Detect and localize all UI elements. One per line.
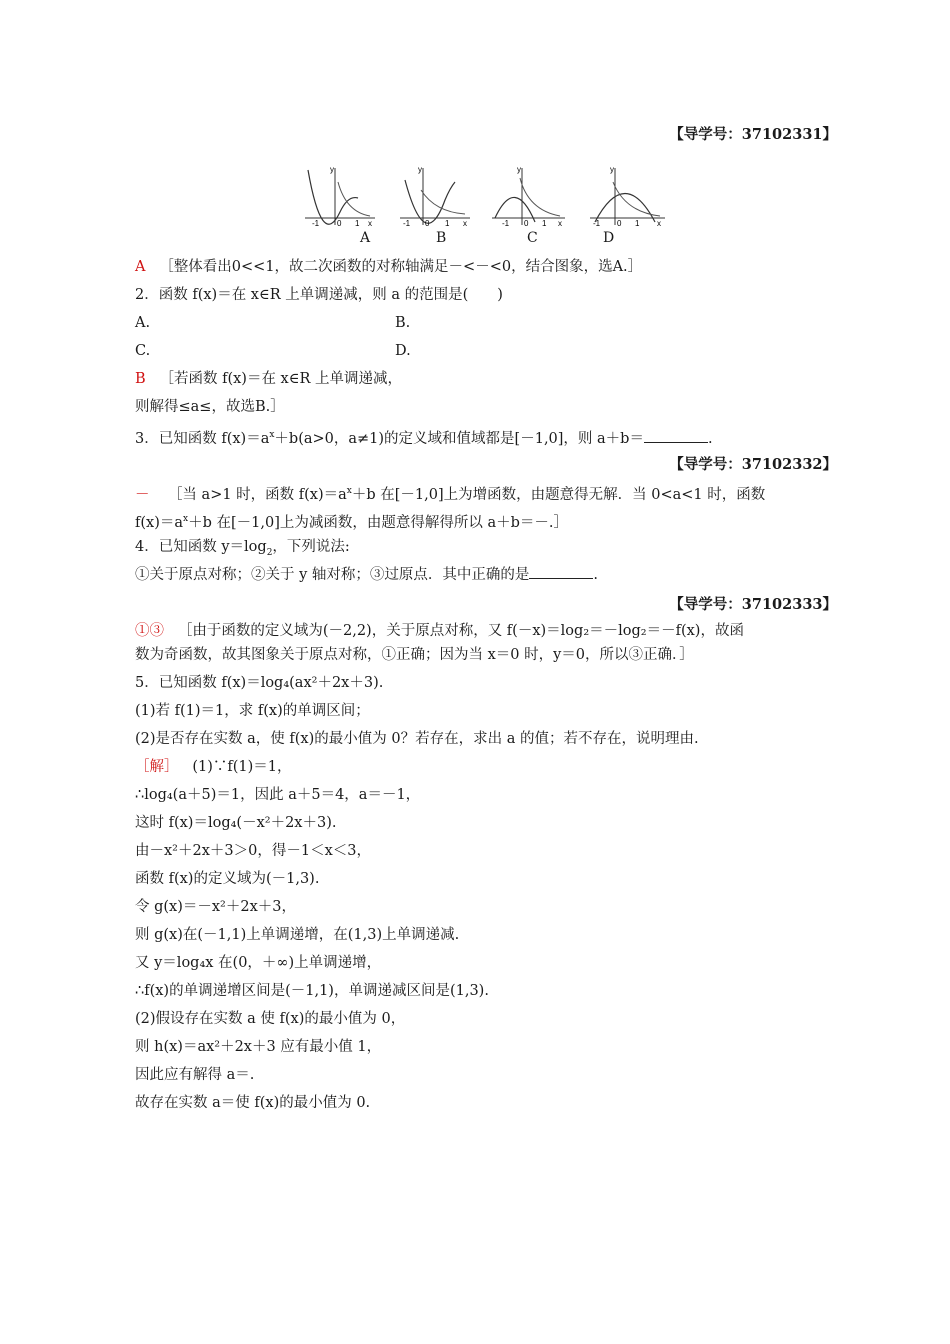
- tick-label: -1: [312, 219, 320, 228]
- log-base: 2: [266, 547, 273, 558]
- answer-1: [135, 257, 642, 277]
- answer-2: [135, 369, 402, 389]
- solution-line: 故存在实数 a＝使 f(x)的最小值为 0.: [135, 1095, 371, 1111]
- solution-line: 令 g(x)＝－x²＋2x＋3，: [135, 899, 297, 915]
- solution-line: 则 g(x)在(－1,1)上单调递增，在(1,3)上单调递减.: [135, 927, 460, 943]
- question-5: 5．已知函数 f(x)＝log₄(ax²＋2x＋3).: [135, 675, 384, 691]
- q4-text: ①关于原点对称；②关于 y 轴对称；③过原点．其中正确的是: [135, 567, 530, 583]
- answer-text: ＋b 在[－1,0]上为减函数，由题意得解得所以 a＋b＝－.］: [188, 514, 569, 531]
- question-5-part2: (2)是否存在实数 a，使 f(x)的最小值为 0？若存在，求出 a 的值；若不存在，说明理由.: [135, 731, 699, 747]
- tick-label: 0: [524, 219, 529, 228]
- tick-label: 0: [425, 219, 430, 228]
- q3-text: ＋b(a>0，a≠1)的定义域和值域都是[－1,0]，则 a＋b＝: [274, 430, 644, 447]
- solution-line: 又 y＝log₄x 在(0，＋∞)上单调递增，: [135, 955, 382, 971]
- graph-d: [590, 165, 665, 228]
- axis-label: x: [368, 219, 372, 228]
- q4-text: 4．已知函数 y＝log: [135, 539, 267, 555]
- graph-b: [400, 165, 470, 228]
- answer-explanation: ［整体看出0<<1，故二次函数的对称轴满足－<－<0，结合图象，选A.］: [159, 259, 643, 275]
- guide-number-1: 【导学号：37102331】: [669, 126, 837, 143]
- question-2: 2．函数 f(x)＝在 x∈R 上单调递减，则 a 的范围是( ): [135, 287, 503, 303]
- question-3: [135, 425, 713, 449]
- tick-label: -1: [502, 219, 510, 228]
- axis-label: y: [330, 165, 334, 174]
- axis-label: y: [517, 165, 521, 174]
- answer-3-line1: [135, 481, 765, 505]
- solution-line: 则 h(x)＝ax²＋2x＋3 应有最小值 1，: [135, 1039, 382, 1055]
- answer-blank: [644, 430, 708, 443]
- answer-text: ＋b 在[－1,0]上为增函数，由题意得无解．当 0<a<1 时，函数: [351, 486, 766, 503]
- solution-line: 由－x²＋2x＋3＞0，得－1＜x＜3，: [135, 843, 371, 859]
- axis-label: y: [418, 165, 422, 174]
- graph-label-b: B: [436, 230, 447, 246]
- tick-label: 0: [337, 219, 342, 228]
- axis-label: x: [558, 219, 562, 228]
- option-graphs: [300, 150, 680, 250]
- tick-label: 1: [635, 219, 640, 228]
- question-4: [135, 537, 350, 563]
- solution-line: 这时 f(x)＝log₄(－x²＋2x＋3).: [135, 815, 337, 831]
- question-4-statements: [135, 565, 598, 585]
- q2-option-d: D.: [395, 343, 411, 359]
- answer-text: f(x)＝a: [135, 514, 184, 531]
- q2-option-a: A.: [135, 315, 151, 331]
- graph-a: [305, 165, 375, 228]
- q2-option-c: C.: [135, 343, 151, 359]
- q3-text: 3．已知函数 f(x)＝a: [135, 430, 270, 447]
- q4-text: ，下列说法:: [272, 539, 350, 555]
- question-5-part1: (1)若 f(1)＝1，求 f(x)的单调区间；: [135, 703, 370, 719]
- answer-text: ［由于函数的定义域为(－2,2)，关于原点对称，又 f(－x)＝log₂＝－log₂＝－f(x)，故函: [177, 623, 744, 639]
- q4-end: .: [593, 567, 599, 583]
- guide-number-3: 【导学号：37102333】: [669, 596, 837, 613]
- tick-label: 0: [617, 219, 622, 228]
- guide-number-2: 【导学号：37102332】: [669, 456, 837, 473]
- axis-label: x: [657, 219, 661, 228]
- exponent: x: [346, 486, 352, 496]
- tick-label: -1: [593, 219, 601, 228]
- answer-text: ［当 a>1 时，函数 f(x)＝a: [167, 486, 347, 503]
- q3-end: .: [707, 430, 713, 447]
- tick-label: 1: [542, 219, 547, 228]
- solution-start: [135, 757, 292, 777]
- graph-label-a: A: [360, 230, 371, 246]
- answer-explanation: ［若函数 f(x)＝在 x∈R 上单调递减，: [159, 371, 402, 387]
- solution-line: ∴log₄(a＋5)＝1，因此 a＋5＝4，a＝－1，: [135, 787, 421, 803]
- answer-letter: A: [135, 259, 146, 275]
- answer-blank: [529, 566, 593, 579]
- graph-label-d: D: [603, 230, 615, 246]
- solution-line: (2)假设存在实数 a 使 f(x)的最小值为 0，: [135, 1011, 406, 1027]
- solution-text: (1)∵f(1)＝1，: [192, 759, 292, 775]
- answer-4-line2: 数为奇函数，故其图象关于原点对称，①正确；因为当 x＝0 时，y＝0，所以③正确．］: [135, 647, 694, 663]
- axis-label: x: [463, 219, 467, 228]
- tick-label: 1: [445, 219, 450, 228]
- q3-exponent: x: [269, 430, 275, 440]
- answer-mark: ①③: [135, 623, 164, 639]
- solution-line: 函数 f(x)的定义域为(－1,3).: [135, 871, 320, 887]
- tick-label: 1: [355, 219, 360, 228]
- answer-2-cont: 则解得≤a≤，故选B.］: [135, 399, 285, 415]
- graph-label-c: C: [527, 230, 538, 246]
- axis-label: y: [610, 165, 614, 174]
- answer-4-line1: [135, 621, 744, 641]
- solution-mark: ［解］: [135, 759, 179, 775]
- exponent: x: [183, 514, 189, 524]
- answer-mark: －: [135, 486, 150, 503]
- answer-letter: B: [135, 371, 146, 387]
- answer-3-line2: [135, 509, 568, 533]
- q2-option-b: B.: [395, 315, 411, 331]
- graph-c: [492, 165, 565, 228]
- solution-line: ∴f(x)的单调递增区间是(－1,1)，单调递减区间是(1,3).: [135, 983, 489, 999]
- tick-label: -1: [403, 219, 411, 228]
- solution-line: 因此应有解得 a＝.: [135, 1067, 255, 1083]
